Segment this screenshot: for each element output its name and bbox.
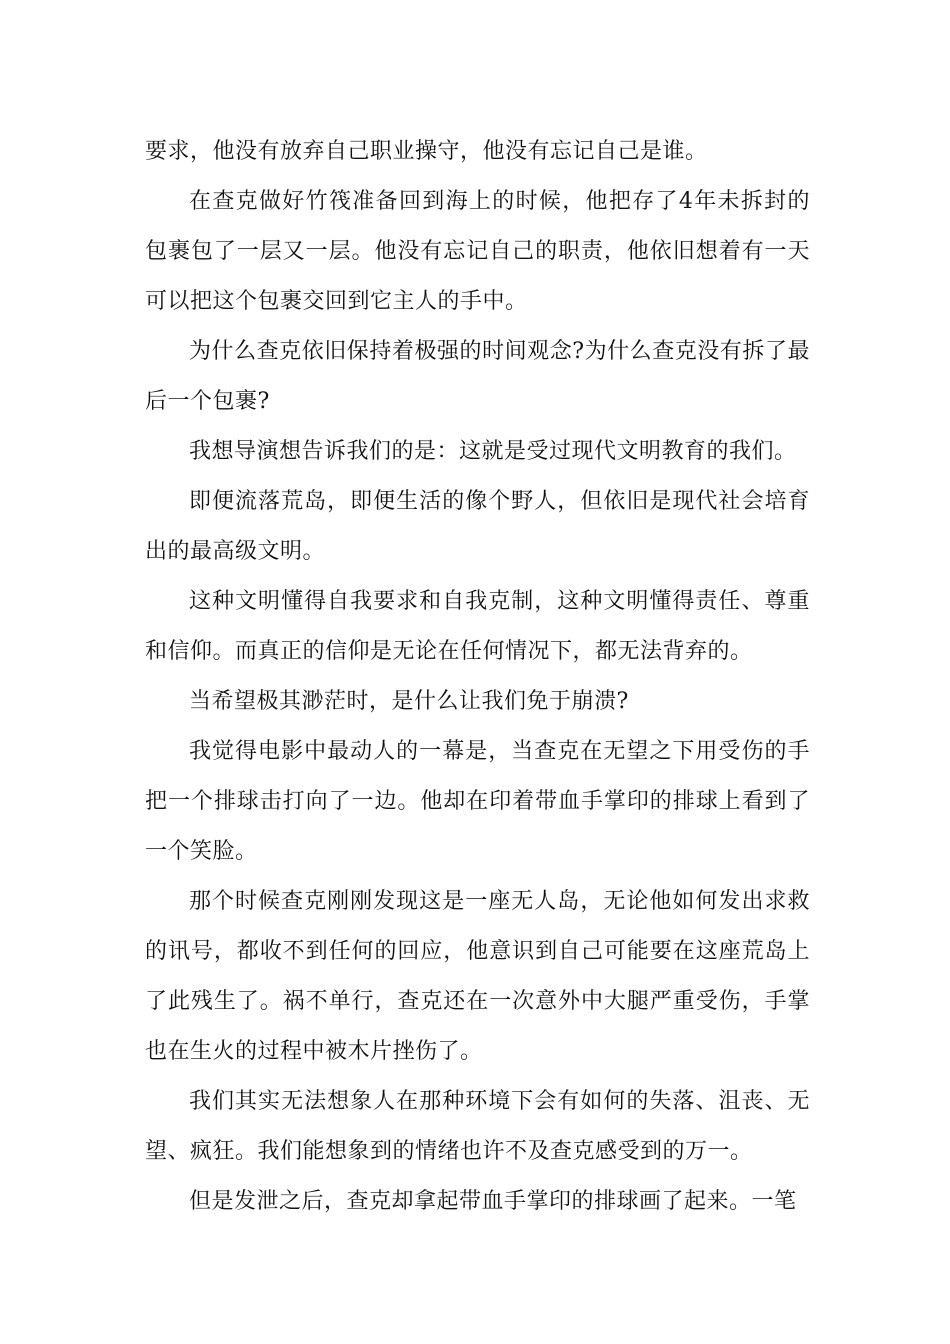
paragraph: 即便流落荒岛，即便生活的像个野人，但依旧是现代社会培育出的最高级文明。	[145, 489, 810, 564]
paragraph: 这种文明懂得自我要求和自我克制，这种文明懂得责任、尊重和信仰。而真正的信仰是无论在任何情况下，都无法背弃的。	[145, 589, 810, 664]
paragraph: 为什么查克依旧保持着极强的时间观念?为什么查克没有拆了最后一个包裹?	[145, 339, 810, 414]
paragraph: 但是发泄之后，查克却拿起带血手掌印的排球画了起来。一笔	[189, 1189, 797, 1214]
paragraph: 我觉得电影中最动人的一幕是，当查克在无望之下用受伤的手把一个排球击打向了一边。他却在印着带血手掌印的排球上看到了一个笑脸。	[145, 739, 810, 864]
paragraph: 当希望极其渺茫时，是什么让我们免于崩溃?	[189, 689, 629, 714]
paragraph: 我们其实无法想象人在那种环境下会有如何的失落、沮丧、无望、疯狂。我们能想象到的情绪也许不及查克感受到的万一。	[145, 1089, 810, 1164]
paragraph: 我想导演想告诉我们的是：这就是受过现代文明教育的我们。	[189, 439, 797, 464]
paragraph: 那个时候查克刚刚发现这是一座无人岛，无论他如何发出求救的讯号，都收不到任何的回应，他意识到自己可能要在这座荒岛上了此残生了。祸不单行，查克还在一次意外中大腿严重受伤，手掌也在生火的过程中被木片挫伤了。	[145, 889, 810, 1064]
paragraph: 在查克做好竹筏准备回到海上的时候，他把存了4年未拆封的包裹包了一层又一层。他没有忘记自己的职责，他依旧想着有一天可以把这个包裹交回到它主人的手中。	[145, 189, 810, 314]
paragraph-continuation: 要求，他没有放弃自己职业操守，他没有忘记自己是谁。	[145, 139, 708, 164]
body-text	[145, 127, 810, 1227]
